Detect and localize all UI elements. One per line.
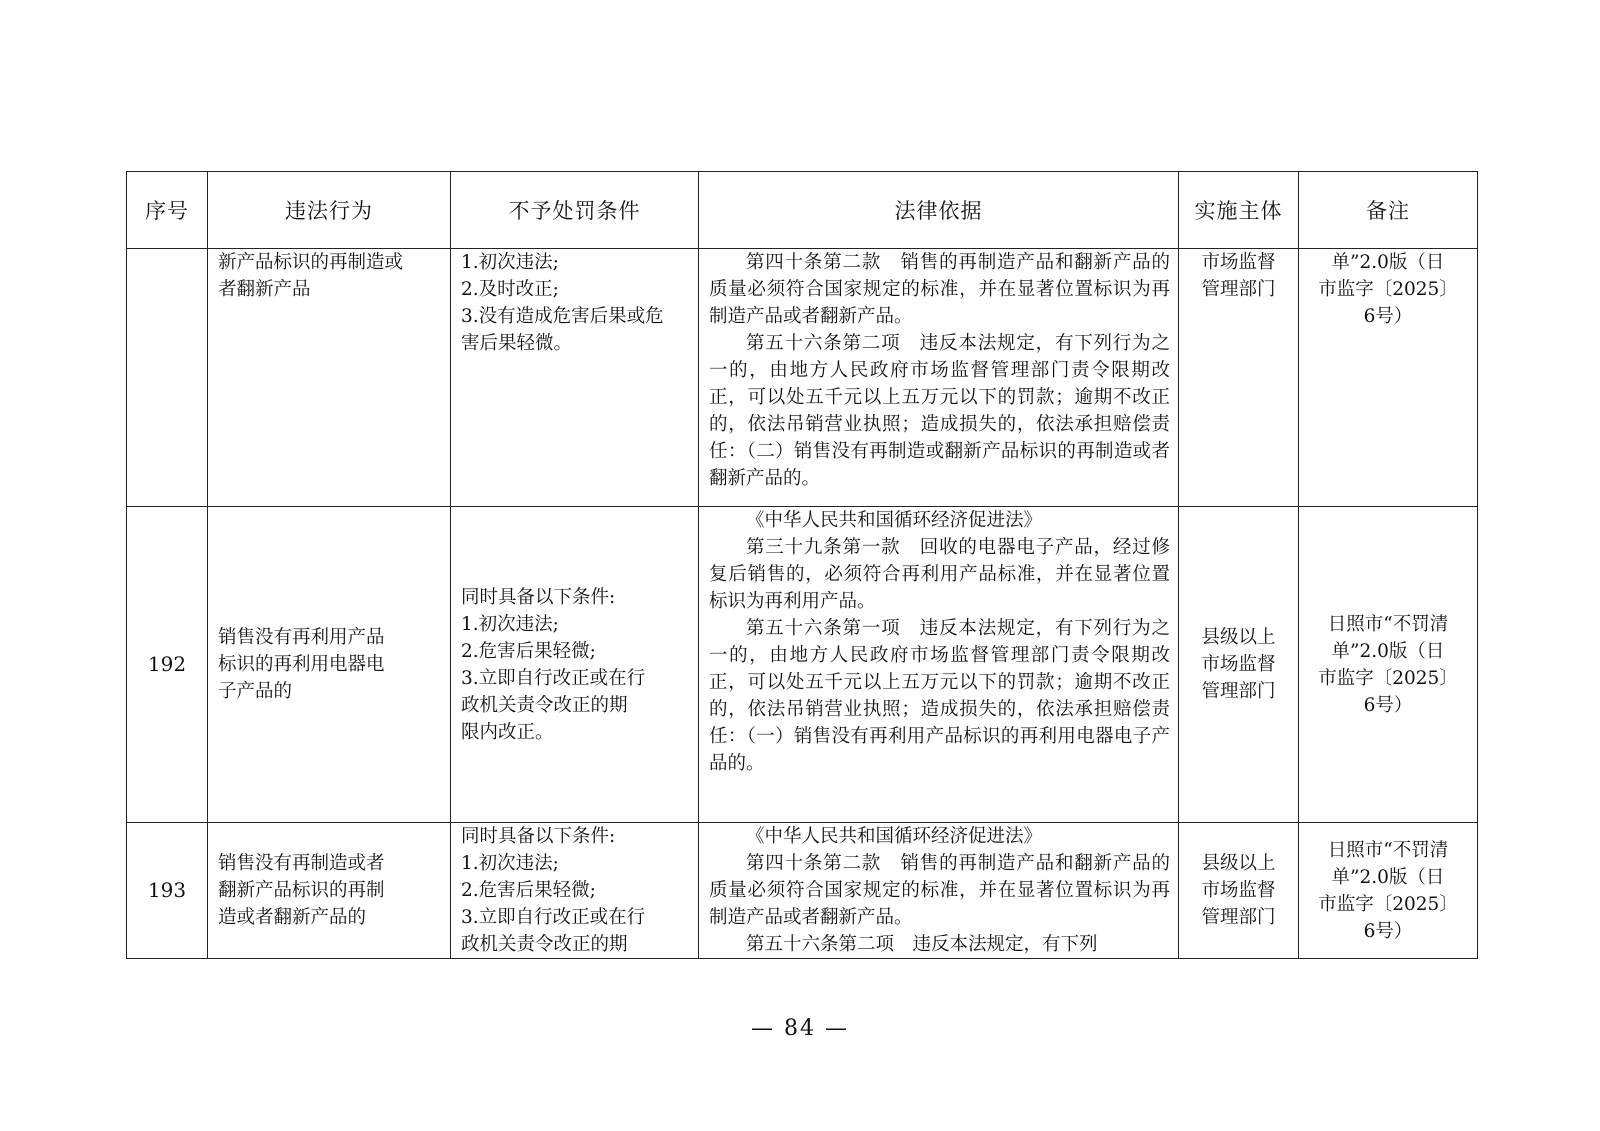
law-paragraph: 第五十六条第二项 违反本法规定，有下列 [746, 934, 1098, 955]
conditions-cell [451, 507, 699, 823]
conditions-text: 同时具备以下条件: 1.初次违法; 2.危害后果轻微; 3.立即自行改正或在行 政机关责令改正的期 限内改正。 [461, 586, 646, 743]
header-legal-basis: 法律依据 [699, 172, 1179, 249]
law-title: 《中华人民共和国循环经济促进法》 [746, 510, 1043, 531]
row-number-cell [127, 249, 208, 507]
violation-text: 销售没有再制造或者 翻新产品标识的再制 造或者翻新产品的 [218, 853, 385, 928]
agency-text: 县级以上 市场监督 管理部门 [1201, 853, 1276, 928]
header-number: 序号 [127, 172, 208, 249]
violation-cell [208, 823, 451, 959]
remarks-cell [1299, 823, 1478, 959]
violation-cell [208, 507, 451, 823]
conditions-text: 同时具备以下条件: 1.初次违法; 2.危害后果轻微; 3.立即自行改正或在行 政机关责令改正的期 [461, 826, 646, 955]
legal-basis-cell [699, 249, 1179, 507]
conditions-text: 1.初次违法; 2.及时改正; 3.没有造成危害后果或危 害后果轻微。 [461, 252, 664, 354]
remarks-cell [1299, 507, 1478, 823]
law-clip [699, 823, 1178, 957]
row-number-cell [127, 507, 208, 823]
header-agency: 实施主体 [1179, 172, 1299, 249]
table-row [127, 507, 1478, 823]
law-paragraph: 第四十条第二款 销售的再制造产品和翻新产品的质量必须符合国家规定的标准，并在显著位置标识为再制造产品或者翻新产品。 [709, 252, 1170, 327]
violation-text: 新产品标识的再制造或 者翻新产品 [218, 252, 404, 300]
law-paragraph: 第四十条第二款 销售的再制造产品和翻新产品的质量必须符合国家规定的标准，并在显著位置标识为再制造产品或者翻新产品。 [709, 853, 1170, 928]
violation-text: 销售没有再利用产品 标识的再利用电器电 子产品的 [218, 627, 385, 702]
agency-cell [1179, 507, 1299, 823]
row-number-cell [127, 823, 208, 959]
remarks-cell [1299, 249, 1478, 507]
row-number: 192 [147, 652, 187, 676]
agency-cell [1179, 249, 1299, 507]
regulation-table [126, 171, 1478, 959]
violation-cell [208, 249, 451, 507]
table-row [127, 823, 1478, 959]
agency-cell [1179, 823, 1299, 959]
header-violation: 违法行为 [208, 172, 451, 249]
remarks-text: 日照市“不罚清 单”2.0版（日 市监字〔2025〕 6号） [1318, 839, 1458, 942]
legal-basis-cell [699, 823, 1179, 959]
table-header-row [127, 172, 1478, 249]
header-remarks: 备注 [1299, 172, 1478, 249]
legal-basis-cell [699, 507, 1179, 823]
remarks-text: 日照市“不罚清 单”2.0版（日 市监字〔2025〕 6号） [1318, 613, 1458, 716]
header-conditions: 不予处罚条件 [451, 172, 699, 249]
conditions-cell [451, 823, 699, 959]
agency-text: 县级以上 市场监督 管理部门 [1201, 627, 1276, 702]
row-number: 193 [147, 878, 187, 902]
table-row [127, 249, 1478, 507]
law-paragraph: 第三十九条第一款 回收的电器电子产品，经过修复后销售的，必须符合再利用产品标准，并在显著位置标识为再利用产品。 [709, 537, 1170, 612]
remarks-text: 单”2.0版（日 市监字〔2025〕 6号） [1318, 252, 1458, 327]
law-paragraph: 第五十六条第二项 违反本法规定，有下列行为之一的，由地方人民政府市场监督管理部门责令限期改正，可以处五千元以上五万元以下的罚款；逾期不改正的，依法吊销营业执照；造成损失的，依法承担赔偿责任：（二）销售没有再制造或翻新产品标识的再制造或者翻新产品的。 [709, 333, 1170, 489]
page-number: — 84 — [751, 1016, 849, 1041]
conditions-cell [451, 249, 699, 507]
law-title: 《中华人民共和国循环经济促进法》 [746, 826, 1043, 847]
law-paragraph: 第五十六条第一项 违反本法规定，有下列行为之一的，由地方人民政府市场监督管理部门责令限期改正，可以处五千元以上五万元以下的罚款；逾期不改正的，依法吊销营业执照；造成损失的，依法承担赔偿责任：（一）销售没有再利用产品标识的再利用电器电子产品的。 [709, 618, 1170, 774]
agency-text: 市场监督 管理部门 [1201, 252, 1276, 300]
